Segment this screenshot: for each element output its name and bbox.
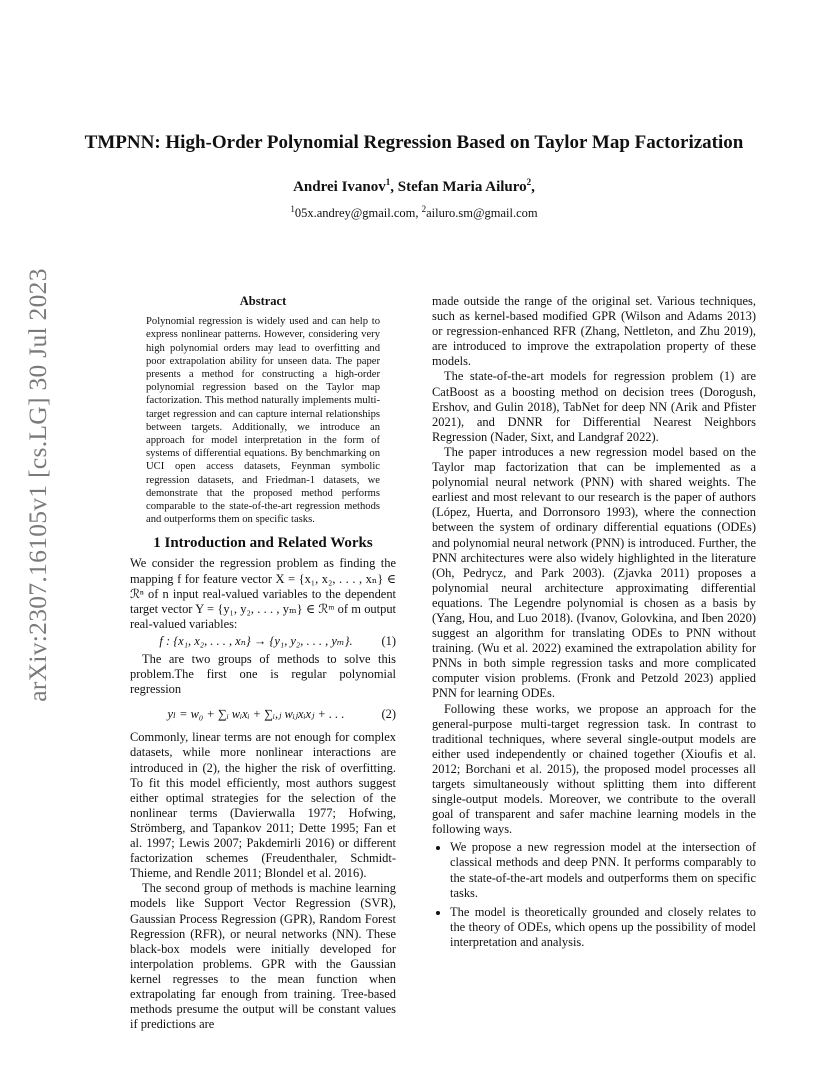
paragraph: Commonly, linear terms are not enough for complex datasets, while more nonlinear interactions are introduced in (2), the higher the risk of overfitting. To fit this model efficiently, most authors suggest either optimal strategies for the selection of the nonlinear terms (Davierwalla 1977; Hofwing, Strömberg, and Tapankov 2011; Dette 1995; Fan et al. 1997; Lewis 2007; Pakdemirli 2016) or different factorization schemes (Freudenthaler, Schmidt-Thieme, and Rendle 2011; Blondel et al. 2016). [130,730,396,881]
paragraph: The state-of-the-art models for regression problem (1) are CatBoost as a boosting method on decision trees (Dorogush, Ershov, and Gulin 2018), TabNet for deep NN (Arik and Pfister 2021), and DNNR for Differential Nearest Neighbors Regression (Nader, Sixt, and Landgraf 2022). [432,369,756,444]
paragraph: The paper introduces a new regression model based on the Taylor map factorization that can be implemented as a polynomial neural network (PNN) with shared weights. The earliest and most relevant to our research is the paper of authors (López, Huerta, and Dorronsoro 1993), where the connection between the system of ordinary differential equations (ODEs) and polynomial neural network (PNN) is introduced. Further, the PNN architectures were also widely highlighted in the literature (Oh, Pedrycz, and Park 2003). (Zjavka 2011) proposes a polynomial neural architecture approximating differential equations. The Legendre polynomial is chosen as a basis by (Yang, Hou, and Luo 2018). (Ivanov, Golovkina, and Iben 2020) suggest an algorithm for translating ODEs to PNN without training. (Wu et al. 2022) examined the extrapolation ability for PNNs in both simple regression tasks and more complicated computer vision problems. (Fronk and Petzold 2023) applied PNN for learning ODEs. [432,444,756,701]
contribution-list [432,840,756,950]
section-heading: 1 Introduction and Related Works [153,535,373,552]
equation-number: (2) [381,707,396,722]
affiliation-mark: 2 [421,203,427,214]
email-address: 05x.andrey@gmail.com, [294,206,422,220]
affiliation-mark: 1 [290,203,295,214]
affiliation-mark: 2 [526,177,532,187]
right-column [432,294,756,954]
author-name: Andrei Ivanov [293,179,386,195]
paragraph: The are two groups of methods to solve this problem.The first one is regular polynomial regression [130,652,396,697]
affiliation-mark: 1 [385,177,391,187]
paragraph: made outside the range of the original set. Various techniques, such as kernel-based modified GPR (Wilson and Adams 2013) or regression-enhanced RFR (Zhang, Nettleton, and Zhu 2019), are introduced to improve the extrapolation property of these models. [432,294,756,369]
email-address: ailuro.sm@gmail.com [426,206,538,220]
equation-number: (1) [381,633,396,648]
author-separator: , [390,179,398,195]
paragraph: The second group of methods is machine learning models like Support Vector Regression (SVR), Gaussian Process Regression (GPR), Random Forest Regression (RFR), or neural networks (NN). These black-box models were initially developed for interpolation problems. GPR with the Gaussian kernel regresses to the mean function when extrapolating far enough from training. Tree-based methods presume the output will be constant values if predictions are [130,881,396,1032]
paper-title: TMPNN: High-Order Polynomial Regression Based on Taylor Map Factorization [84,132,744,153]
equation-1 [130,634,396,649]
paragraph: Following these works, we propose an approach for the general-purpose multi-target regression task. In contrast to traditional techniques, where several single-output models are either used independently or chained together (Xioufis et al. 2012; Borchani et al. 2015), the proposed model processes all targets simultaneously without splitting them into different single-output models. Moreover, we contribute to the overall goal of transparent and safer machine learning models in the following ways. [432,701,756,837]
author-line [0,179,828,196]
equation-body: f : {x₁, x₂, . . . , xₙ} → {y₁, y₂, . . . , yₘ}. [159,633,353,648]
equation-body: yₗ = w₀ + ∑ᵢ wᵢxᵢ + ∑ᵢ,ⱼ wᵢⱼxᵢxⱼ + . . . [167,707,345,722]
abstract-heading: Abstract [239,294,287,308]
arxiv-side-stamp [12,268,64,702]
arxiv-identifier: arXiv:2307.16105v1 [cs.LG] 30 Jul 2023 [23,268,52,702]
left-column [130,294,396,1032]
email-line [0,203,828,221]
list-item: • We propose a new regression model at the intersection of classical methods and deep PNN. It performs comparably to the state-of-the-art models and outperforms them on specific tasks. [450,840,756,900]
equation-2 [130,707,396,722]
paragraph: We consider the regression problem as finding the mapping f for feature vector X = {x₁, x₂, . . . , xₙ} ∈ ℛⁿ of n input real-valued variables to the dependent target vector Y = {y₁, y₂, . . . , yₘ} ∈ ℛᵐ of m output real-valued variables: [130,556,396,631]
author-tail: , [531,179,535,195]
list-item: • The model is theoretically grounded and closely relates to the theory of ODEs, which opens up the possibility of model interpretation and analysis. [450,905,756,950]
abstract-text: Polynomial regression is widely used and can help to express nonlinear patterns. However, considering very high polynomial orders may lead to overfitting and poor extrapolation ability for unseen data. The paper presents a method for constructing a high-order polynomial regression based on the Taylor map factorization. This method naturally implements multi-target regression and can capture internal relationships between targets. Additionally, we introduce an approach for model interpretation in the form of systems of differential equations. By benchmarking on UCI open access datasets, Feynman symbolic regression datasets, and Friedman-1 datasets, we demonstrate that the proposed method performs comparable to the state-of-the-art regression methods and outperforms them on specific tasks. [146,316,380,526]
author-name: Stefan Maria Ailuro [397,179,527,195]
